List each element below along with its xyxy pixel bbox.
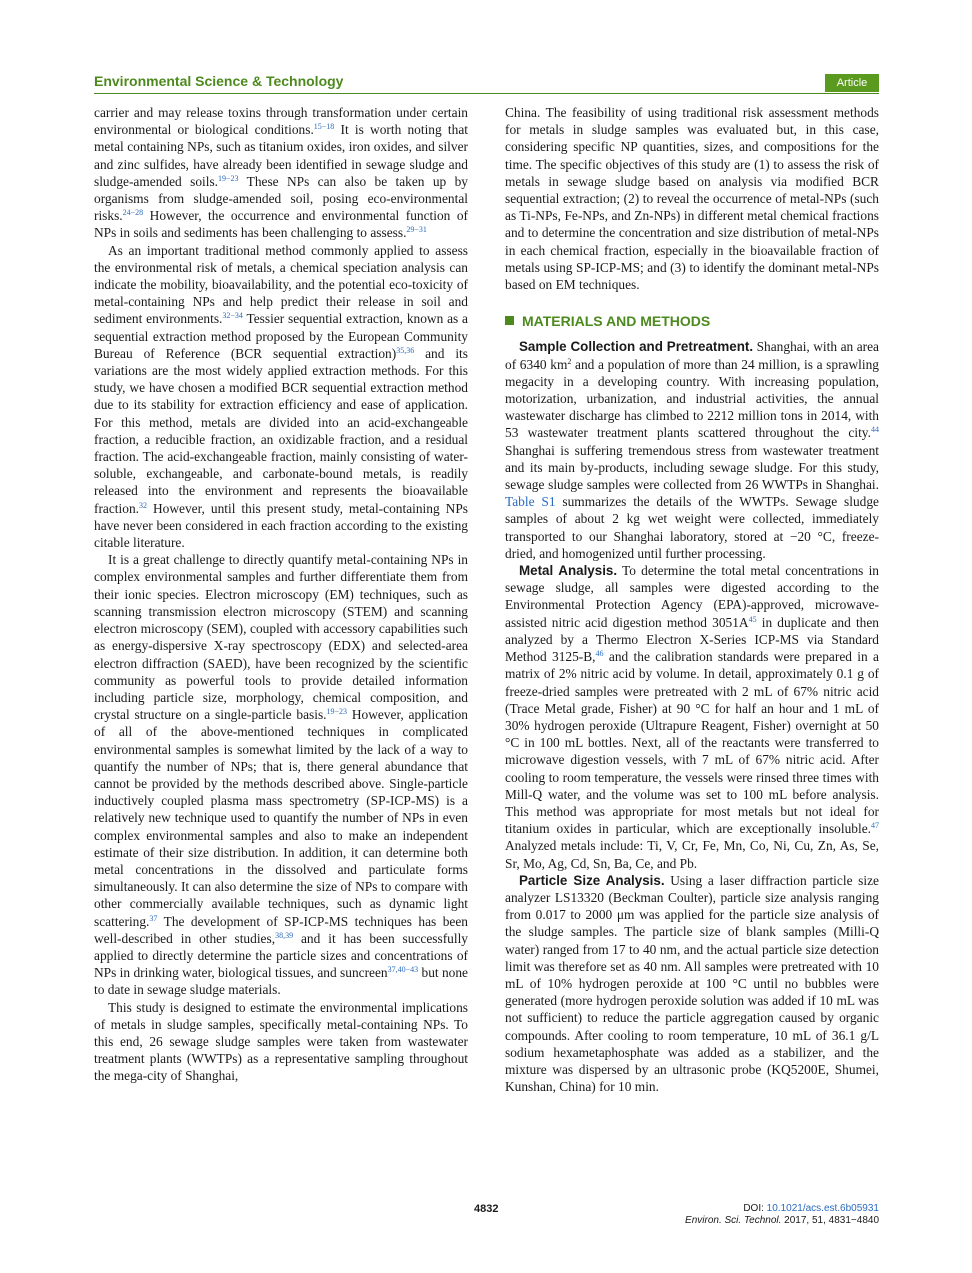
text: Shanghai, with an area of 6340 km — [505, 339, 879, 372]
paragraph — [505, 562, 879, 872]
text: and its variations are the most widely applied extraction methods. For this study, we have chosen a modified BCR sequential extraction method due to its stability for extraction efficiency and ease of application. For this method, metals are divided into an acid-exchangeable fraction, a reducible fraction, an oxidizable fraction, and a residual fraction. The acid-exchangeable fraction, mainly consisting of water-soluble, exchangeable, and carbonate-bound metals, is readily released into the environment and represents the bioavailable fraction. — [94, 345, 468, 516]
doi-link[interactable]: 10.1021/acs.est.6b05931 — [766, 1203, 879, 1214]
text: However, application of all of the above-mentioned techniques in complicated environmental samples is somewhat limited by the lack of a way to quantify the number of NPs; that is, there general abundance that cannot be provided by the methods described above. Single-particle inductively coupled plasma mass spectrometry (SP-ICP-MS) is a relatively new technique used to quantify the number of NPs in even complex environmental samples and also to make an independent estimate of their size distribution. In addition, it can determine both metal concentrations in the dissolved and particulate forms simultaneously. It can also determine the size of NPs to compare with other commercially available techniques, such as dynamic light scattering. — [94, 707, 468, 929]
section-square-icon — [505, 316, 514, 325]
paragraph — [505, 338, 879, 562]
citation-link[interactable]: 19−23 — [326, 707, 348, 717]
page-number: 4832 — [474, 1203, 499, 1215]
paragraph: China. The feasibility of using traditional risk assessment methods for metals in sludge samples was evaluated but, in this case, considering specific NP quantities, sizes, and compositions for the time. The specific objectives of this study are (1) to assess the risk of metals in sewage sludge based on analysis via modified BCR sequential extraction; (2) to reveal the occurrence of metal-NPs (such as Ti-NPs, Fe-NPs, and Zn-NPs) in different metal chemical fractions and to determine the concentration and size distribution of metal-NPs in each chemical fraction, especially in the bioavailable fraction of metals using SP-ICP-MS; and (3) to identify the dominant metal-NPs based on EM techniques. — [505, 105, 879, 293]
paragraph — [94, 104, 468, 242]
text: As an important traditional method commonly applied to assess the environmental risk of metals, a chemical speciation analysis can indicate the mobility, bioavailability, and the potential eco-toxicity of metal-containing NPs and help predict their release in soil and sediment environments. — [94, 242, 468, 327]
footer-citation — [685, 1203, 879, 1227]
text: It is a great challenge to directly quantify metal-containing NPs in complex environmental samples and further differentiate them from their ionic species. Electron microscopy (EM) techniques, such as scanning transmission electron microscopy (STEM) and scanning electron microscopy (SEM), coupled with accessory capabilities such as energy-dispersive X-ray spectroscopy (EDX) and selected-area electron diffraction (SAED), have been recognized by the scientific community as powerful tools to provide detailed information including particle size, morphology, chemical composition, and crystal structure on a single-particle basis. — [94, 552, 468, 723]
text: However, the occurrence and environmental function of NPs in soils and sediments has been challenging to assess. — [94, 208, 468, 241]
text: carrier and may release toxins through transformation under certain environmental or biological conditions. — [94, 105, 468, 138]
citation-link[interactable]: 15−18 — [313, 122, 335, 132]
article-type-badge: Article — [825, 74, 879, 92]
subsection-title: Sample Collection and Pretreatment. — [519, 339, 754, 355]
citation-link[interactable]: 29−31 — [406, 225, 427, 235]
section-title: MATERIALS AND METHODS — [522, 313, 711, 330]
right-column — [505, 104, 879, 1095]
left-column — [94, 104, 468, 1085]
citation-link[interactable]: 45 — [748, 614, 757, 624]
superscript: 2 — [567, 356, 572, 366]
text: Analyzed metals include: Ti, V, Cr, Fe, Mn, Co, Ni, Cu, Zn, As, Se, Sr, Mo, Ag, Cd, Sn, Ba, Ce, and Pb. — [505, 838, 879, 871]
text: It is worth noting that metal containing NPs, such as titanium oxides, iron oxides, and silver and zinc sulfides, have already been identified in sewage sludge and sludge-amended soils. — [94, 122, 468, 189]
text: However, until this present study, metal-containing NPs have never been considered in each fraction according to the existing citable literature. — [94, 500, 468, 551]
journal-title: Environmental Science & Technology — [94, 73, 344, 89]
text: and the calibration standards were prepared in a matrix of 2% nitric acid by volume. In detail, approximately 0.1 g of freeze-dried samples were pretreated with 2 mL of 67% nitric acid (Trace Metal grade, Fisher) at 90 °C for half an hour and 1 mL of 30% hydrogen peroxide (Ultrapure Reagent, Fisher) overnight at 50 °C in 100 mL bottles. Next, all of the reactants were transferred to microwave digestion vessels, with 7 mL of 67% nitric acid. After cooling to room temperature, the vessels were rinsed three times with Mill-Q water, and the volume was set to 100 mL before analysis. This method was appropriate for most metals but not ideal for titanium oxides in particular, which are exceptionally insoluble. — [505, 649, 880, 837]
citation-link[interactable]: 19−23 — [218, 173, 239, 183]
citation-link[interactable]: 37 — [149, 913, 158, 923]
text: summarizes the details of the WWTPs. Sewage sludge samples of about 2 kg wet weight were collected, immediately transported to our Shanghai laboratory, stored at −20 °C, freeze-dried, and homogenized until further processing. — [505, 494, 879, 561]
citation-link[interactable]: 46 — [595, 649, 604, 659]
text: These NPs can also be taken up by organisms from sludge-amended soil, posing eco-environmental risks. — [94, 173, 468, 224]
paragraph: This study is designed to estimate the environmental implications of metals in sludge samples, specifically metal-containing NPs. To this end, 26 sewage sludge samples were taken from wastewater treatment plants (WWTPs) as a representative sampling throughout the mega-city of Shanghai, — [94, 999, 468, 1084]
subsection-title: Particle Size Analysis. — [519, 872, 665, 888]
paragraph — [94, 242, 468, 552]
text: Tessier sequential extraction, known as a sequential extraction method proposed by the European Community Bureau of Reference (BCR sequential extraction) — [94, 311, 468, 361]
paragraph — [505, 872, 879, 1096]
table-s1-link[interactable]: Table S1 — [505, 494, 556, 510]
subsection-title: Metal Analysis. — [519, 563, 618, 579]
text: and a population of more than 24 million, is a sprawling megacity in a developing country. With increasing population, motorization, urbanization, and industrial activities, the annual wastewater discharge has climbed to 2212 million tons in 2014, with 53 wastewater treatment plants scattered throughout the city. — [505, 356, 879, 441]
citation-link[interactable]: 37,40−43 — [387, 965, 419, 975]
text: in duplicate and then analyzed by a Thermo Electron X-Series ICP-MS via Standard Method 3125-B, — [505, 614, 879, 665]
text: The development of SP-ICP-MS techniques has been well-described in other studies, — [94, 913, 468, 946]
doi-label: DOI: — [743, 1203, 767, 1214]
citation-link[interactable]: 32−34 — [222, 311, 243, 321]
paragraph — [94, 551, 468, 998]
citation-link[interactable]: 47 — [871, 821, 879, 831]
citation-link[interactable]: 24−28 — [122, 208, 144, 218]
citation-details: 2017, 51, 4831−4840 — [781, 1215, 879, 1226]
citation-link[interactable]: 35,36 — [396, 345, 415, 355]
header-rule — [94, 93, 879, 94]
citation-link[interactable]: 44 — [871, 425, 879, 435]
journal-citation: Environ. Sci. Technol. — [685, 1215, 782, 1226]
text: and it has been successfully applied to directly determine the particle sizes and concentrations of NPs in drinking water, biological tissues, and suncreen — [94, 930, 469, 981]
text: Using a laser diffraction particle size analyzer LS13320 (Beckman Coulter), particle size analysis ranging from 0.017 to 2000 μm was applied for the particle size analysis of the sludge samples. The particle size of blank samples (Milli-Q water) ranged from 17 to 40 nm, and the actual particle size detection limit was therefore set as 40 nm. All samples were pretreated with 10 mL of 10% hydrogen peroxide at 100 °C until no bubbles were generated (more hydrogen peroxide solution was added if 10 mL was not sufficient) to reduce the particle aggregation caused by organic compounds. After cooling to room temperature, 10 mL of 36.1 g/L sodium hexametaphosphate was added as a stabilizer, and the mixture was dispersed by an ultrasonic probe (KQ5200E, Shumei, Kunshan, China) for 10 min. — [505, 872, 879, 1095]
citation-link[interactable]: 32 — [138, 500, 147, 510]
citation-link[interactable]: 38,39 — [275, 930, 294, 940]
text: but none to date in sewage sludge materials. — [94, 965, 468, 998]
section-heading — [505, 313, 879, 330]
text: To determine the total metal concentrations in sewage sludge, all samples were digested according to the Environmental Protection Agency (EPA)-approved, microwave-assisted nitric acid digestion method 3051A — [505, 563, 879, 630]
text: Shanghai is suffering tremendous stress from wastewater treatment and its main by-products, including sewage sludge. For this study, sewage sludge samples were collected from 26 WWTPs in Shanghai. — [505, 442, 879, 493]
